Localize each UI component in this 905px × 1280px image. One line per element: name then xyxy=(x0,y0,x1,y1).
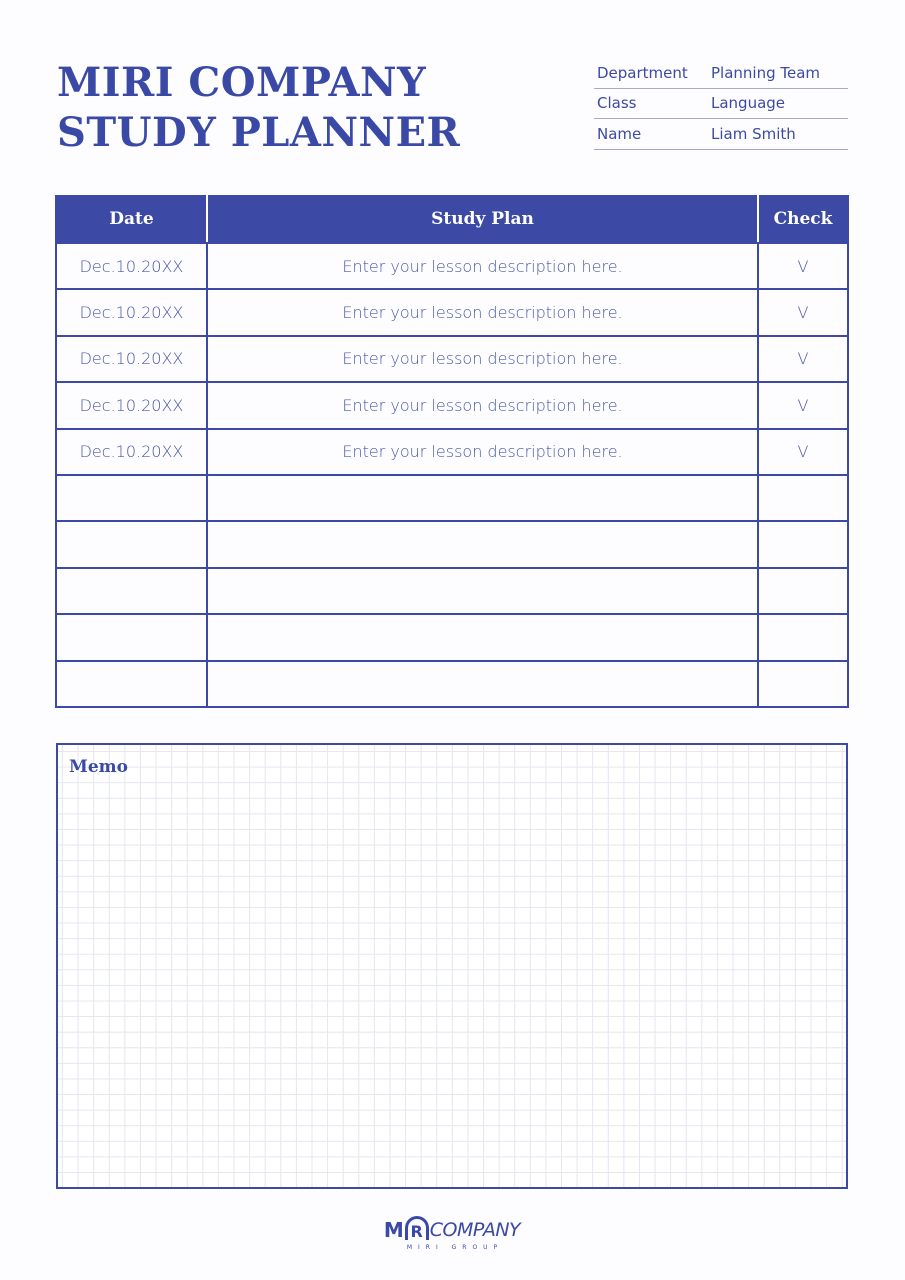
date-cell[interactable] xyxy=(57,662,208,706)
logo-company-text: COMPANY xyxy=(429,1219,521,1241)
table-row xyxy=(57,242,847,288)
study-plan-cell[interactable] xyxy=(208,662,759,706)
check-cell[interactable] xyxy=(759,569,847,613)
study-plan-cell[interactable] xyxy=(208,615,759,659)
date-cell[interactable]: Dec.10.20XX xyxy=(57,430,208,474)
table-row xyxy=(57,474,847,520)
info-label: Name xyxy=(597,124,642,143)
check-cell[interactable] xyxy=(759,662,847,706)
column-header-check: Check xyxy=(773,208,833,229)
study-plan-cell[interactable]: Enter your lesson description here. xyxy=(208,430,759,474)
table-header xyxy=(57,195,847,242)
table-row xyxy=(57,567,847,613)
check-cell[interactable] xyxy=(759,615,847,659)
study-plan-cell[interactable] xyxy=(208,476,759,520)
check-cell[interactable]: V xyxy=(797,395,809,415)
title-line-2: STUDY PLANNER xyxy=(57,109,461,156)
check-cell[interactable]: V xyxy=(797,303,809,323)
column-header-study-plan: Study Plan xyxy=(208,195,759,242)
date-cell[interactable]: Dec.10.20XX xyxy=(57,337,208,381)
table-row xyxy=(57,335,847,381)
logo-subtitle: MIRI GROUP xyxy=(406,1244,504,1251)
info-row-name xyxy=(594,119,848,150)
column-header-date: Date xyxy=(57,195,208,242)
check-cell[interactable]: V xyxy=(797,442,809,462)
check-cell[interactable]: V xyxy=(797,256,809,276)
company-logo xyxy=(372,1214,532,1251)
date-cell[interactable] xyxy=(57,476,208,520)
table-row xyxy=(57,381,847,427)
table-row xyxy=(57,520,847,566)
memo-label: Memo xyxy=(69,757,128,777)
info-value[interactable]: Liam Smith xyxy=(711,124,796,143)
table-row xyxy=(57,660,847,706)
study-plan-cell[interactable] xyxy=(208,522,759,566)
info-label: Department xyxy=(597,63,688,82)
check-cell[interactable] xyxy=(759,476,847,520)
table-row xyxy=(57,428,847,474)
info-row-department xyxy=(594,58,848,89)
check-cell[interactable] xyxy=(759,522,847,566)
logo-arch-icon xyxy=(405,1216,429,1240)
table-row xyxy=(57,613,847,659)
info-value[interactable]: Language xyxy=(711,94,786,113)
page-title xyxy=(57,58,460,158)
date-cell[interactable] xyxy=(57,569,208,613)
date-cell[interactable] xyxy=(57,615,208,659)
study-plan-cell[interactable]: Enter your lesson description here. xyxy=(208,244,759,288)
study-plan-cell[interactable]: Enter your lesson description here. xyxy=(208,290,759,334)
logo-letter-r: R xyxy=(410,1222,423,1241)
check-cell[interactable]: V xyxy=(797,349,809,369)
title-line-1: MIRI COMPANY xyxy=(57,59,427,106)
logo-letter-m: M xyxy=(383,1218,404,1242)
date-cell[interactable]: Dec.10.20XX xyxy=(57,244,208,288)
study-plan-cell[interactable]: Enter your lesson description here. xyxy=(208,337,759,381)
memo-box[interactable] xyxy=(56,743,848,1189)
table-row xyxy=(57,288,847,334)
logo-wordmark xyxy=(372,1214,532,1240)
date-cell[interactable]: Dec.10.20XX xyxy=(57,383,208,427)
date-cell[interactable] xyxy=(57,522,208,566)
study-plan-cell[interactable]: Enter your lesson description here. xyxy=(208,383,759,427)
info-value[interactable]: Planning Team xyxy=(711,63,821,82)
info-row-class xyxy=(594,89,848,120)
date-cell[interactable]: Dec.10.20XX xyxy=(57,290,208,334)
info-table xyxy=(594,58,848,150)
study-plan-table xyxy=(55,195,849,708)
info-label: Class xyxy=(597,94,637,113)
study-plan-cell[interactable] xyxy=(208,569,759,613)
